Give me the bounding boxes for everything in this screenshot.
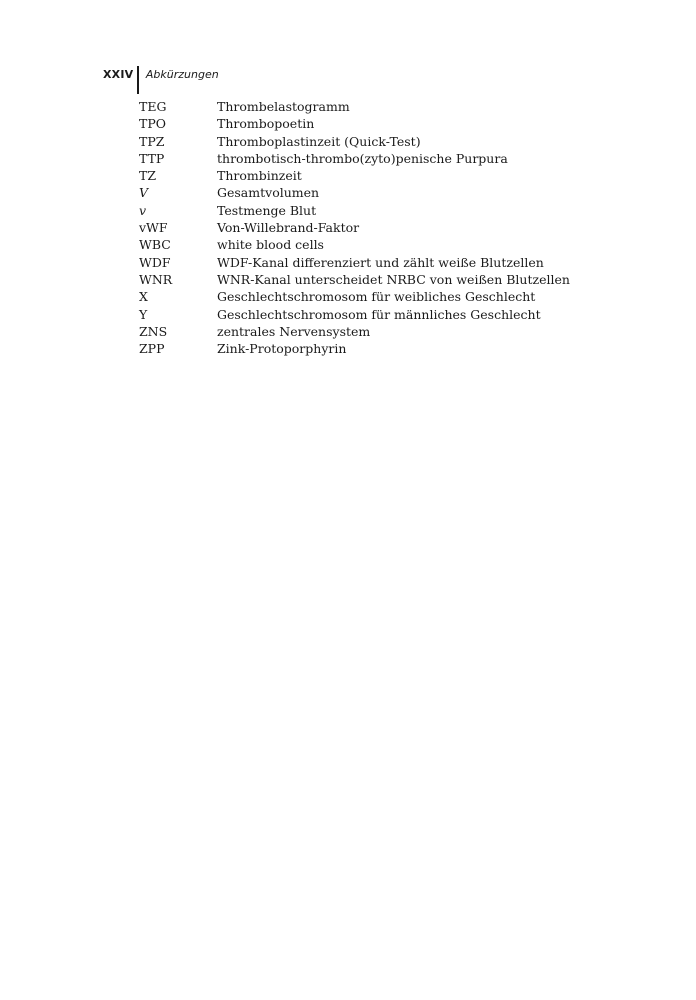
abbreviation-definition: WNR-Kanal unterscheidet NRBC von weißen Blutzellen (217, 271, 570, 287)
abbreviation-row (139, 288, 570, 305)
abbreviation-term: Y (139, 306, 148, 322)
page-header (103, 66, 219, 94)
abbreviation-term: v (139, 202, 147, 218)
abbreviation-term: WBC (139, 237, 171, 253)
abbreviation-definition: Thrombinzeit (217, 168, 302, 184)
abbreviation-term: TPO (139, 116, 166, 132)
running-title: Abkürzungen (145, 68, 219, 81)
abbreviation-row (139, 236, 570, 253)
abbreviation-definition: Testmenge Blut (217, 202, 317, 218)
page-number: XXIV (103, 68, 134, 81)
abbreviation-definition: Gesamtvolumen (217, 185, 320, 201)
abbreviation-term: TZ (139, 168, 157, 184)
abbreviation-row (139, 133, 570, 150)
abbreviation-definition: zentrales Nervensystem (217, 323, 371, 339)
abbreviation-term: TTP (139, 150, 165, 166)
abbreviation-term: X (139, 289, 148, 305)
abbreviation-row (139, 340, 570, 357)
abbreviation-term: V (139, 185, 149, 201)
abbreviation-definition: WDF-Kanal differenziert und zählt weiße Blutzellen (217, 254, 544, 270)
abbreviation-row (139, 115, 570, 132)
abbreviation-term: WDF (139, 254, 171, 270)
header-divider (137, 66, 139, 94)
abbreviation-definition: Von-Willebrand-Faktor (217, 220, 360, 236)
abbreviation-definition: white blood cells (217, 237, 324, 253)
abbreviation-term: vWF (139, 220, 168, 236)
abbreviation-term: WNR (139, 271, 173, 287)
abbreviation-definition: Thrombopoetin (217, 116, 315, 132)
abbreviation-row (139, 254, 570, 271)
abbreviation-definition: Geschlechtschromosom für männliches Geschlecht (217, 306, 541, 322)
abbreviation-row (139, 323, 570, 340)
abbreviation-term: ZPP (139, 341, 165, 357)
abbreviation-definition: Geschlechtschromosom für weibliches Geschlecht (217, 289, 536, 305)
abbreviation-definition: Zink-Protoporphyrin (217, 341, 347, 357)
abbreviation-list (139, 98, 570, 357)
abbreviation-row (139, 271, 570, 288)
abbreviation-definition: thrombotisch-thrombo(zyto)penische Purpura (217, 150, 508, 166)
abbreviation-term: ZNS (139, 323, 168, 339)
abbreviation-definition: Thromboplastinzeit (Quick-Test) (217, 133, 421, 149)
abbreviation-term: TEG (139, 99, 167, 114)
abbreviation-row (139, 306, 570, 323)
abbreviation-term: TPZ (139, 133, 165, 149)
abbreviation-definition: Thrombelastogramm (217, 99, 350, 114)
abbreviation-row (139, 184, 570, 201)
abbreviation-row (139, 202, 570, 219)
abbreviation-row (139, 167, 570, 184)
abbreviation-row (139, 219, 570, 236)
abbreviation-row (139, 98, 570, 115)
abbreviation-row (139, 150, 570, 167)
